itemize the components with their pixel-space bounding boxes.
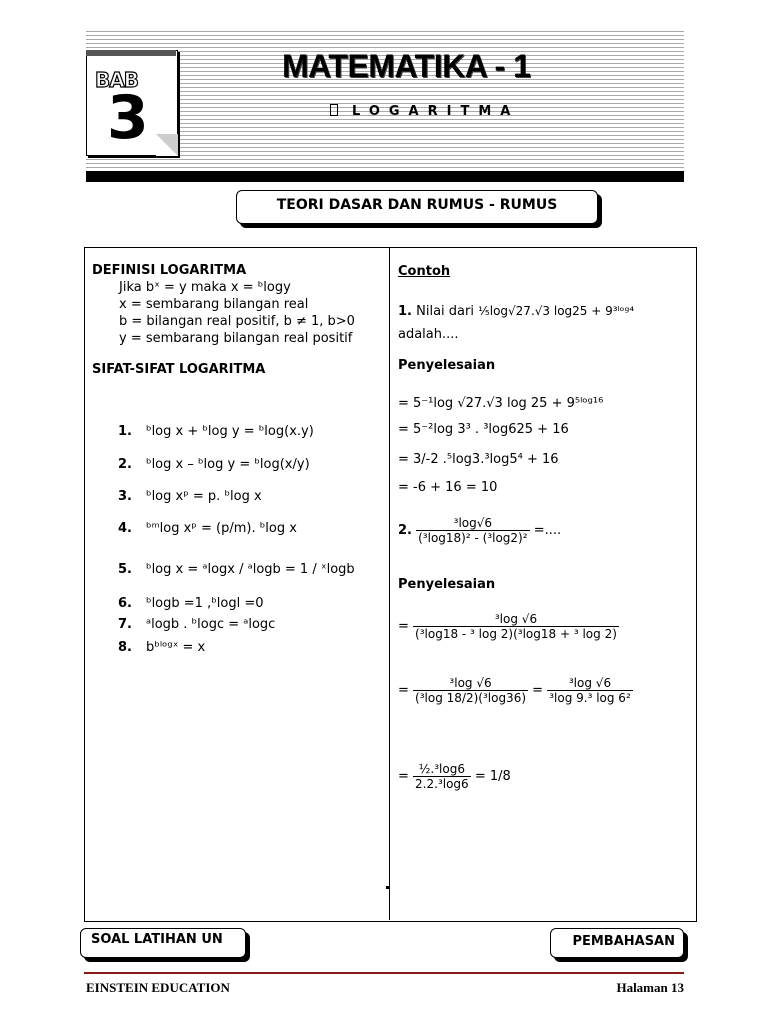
definition-heading: DEFINISI LOGARITMA <box>92 263 247 278</box>
question-1: 1. Nilai dari ¹⁄₅log√27.√3 log25 + 9³ˡᵒᵍ⁴ <box>398 304 635 319</box>
question-2: 2. $\frac{\text{³log√6}}{\text{(³log18)² - (³log2)²}}$ =.... <box>398 516 562 545</box>
solution-2-step: = $\frac{\text{³log √6}}{\text{(³log18 - ³ log 2)(³log18 + ³ log 2)}}$ <box>398 612 617 641</box>
theory-section-button[interactable]: TEORI DASAR DAN RUMUS - RUMUS <box>236 190 598 224</box>
solution-step: = 3/-2 .⁵log3.³log5⁴ + 16 <box>398 452 559 467</box>
column-divider <box>389 247 390 920</box>
property-item: 8. bᵇˡᵒᵍˣ = x <box>118 640 206 655</box>
property-item: 1. ᵇlog x + ᵇlog y = ᵇlog(x.y) <box>118 424 314 439</box>
pembahasan-button[interactable]: PEMBAHASAN <box>550 928 684 958</box>
question-1-suffix: adalah.... <box>398 327 459 342</box>
property-item: 4. ᵇᵐlog xᵖ = (p/m). ᵇlog x <box>118 521 297 536</box>
footer-publisher: EINSTEIN EDUCATION <box>86 980 230 995</box>
chapter-badge <box>86 50 178 156</box>
footer-page-number: Halaman 13 <box>616 980 684 995</box>
definition-line: x = sembarang bilangan real <box>119 297 309 312</box>
solution-2-heading: Penyelesaian <box>398 577 496 592</box>
stray-dot <box>386 886 389 889</box>
property-item: 2. ᵇlog x – ᵇlog y = ᵇlog(x/y) <box>118 457 310 472</box>
definition-line: b = bilangan real positif, b ≠ 1, b>0 <box>119 314 355 329</box>
chapter-word: BAB <box>95 68 138 92</box>
solution-step: = 5⁻¹log √27.√3 log 25 + 9⁵ˡᵒᵍ¹⁶ <box>398 396 604 411</box>
properties-heading: SIFAT-SIFAT LOGARITMA <box>92 362 266 377</box>
property-item: 7. ᵃlogb . ᵇlogc = ᵃlogc <box>118 617 276 632</box>
example-heading: Contoh <box>398 264 451 279</box>
left-column <box>92 262 382 378</box>
solution-heading: Penyelesaian <box>398 358 496 373</box>
solution-2-result: 1/8 <box>489 769 511 784</box>
header-underline <box>86 171 684 182</box>
bullet-icon <box>330 104 338 116</box>
question-2-fraction: $\frac{\text{³log√6}}{\text{(³log18)² - (³log2)²}}$ <box>418 516 528 545</box>
page-title: MATEMATIKA - 1 <box>282 48 531 84</box>
soal-latihan-button[interactable]: SOAL LATIHAN UN <box>80 928 246 958</box>
property-item: 3. ᵇlog xᵖ = p. ᵇlog x <box>118 489 262 504</box>
chapter-number: 3 <box>107 83 149 153</box>
footer-divider <box>84 972 684 974</box>
solution-2-step: = $\frac{\text{½.³log6}}{\text{2.2.³log6}}$ = 1/8 <box>398 762 511 791</box>
property-item: 6. ᵇlogb =1 ,ᵇlogl =0 <box>118 596 264 611</box>
solution-step: = 5⁻²log 3³ . ³log625 + 16 <box>398 422 569 437</box>
definition-line: Jika bˣ = y maka x = ᵇlogy <box>119 280 291 295</box>
solution-2-step: = $\frac{\text{³log √6}}{\text{(³log 18/2)(³log36)}}$ = $\frac{\text{³log √6}}{\text{³log 9.³ log 6²}}$ <box>398 676 631 705</box>
page-subtitle: LOGARITMA <box>330 104 519 119</box>
definition-line: y = sembarang bilangan real positif <box>119 331 353 346</box>
property-item: 5. ᵇlog x = ᵃlogx / ᵃlogb = 1 / ˣlogb <box>118 562 355 577</box>
solution-step: = -6 + 16 = 10 <box>398 480 498 495</box>
page-curl-icon <box>156 134 178 156</box>
